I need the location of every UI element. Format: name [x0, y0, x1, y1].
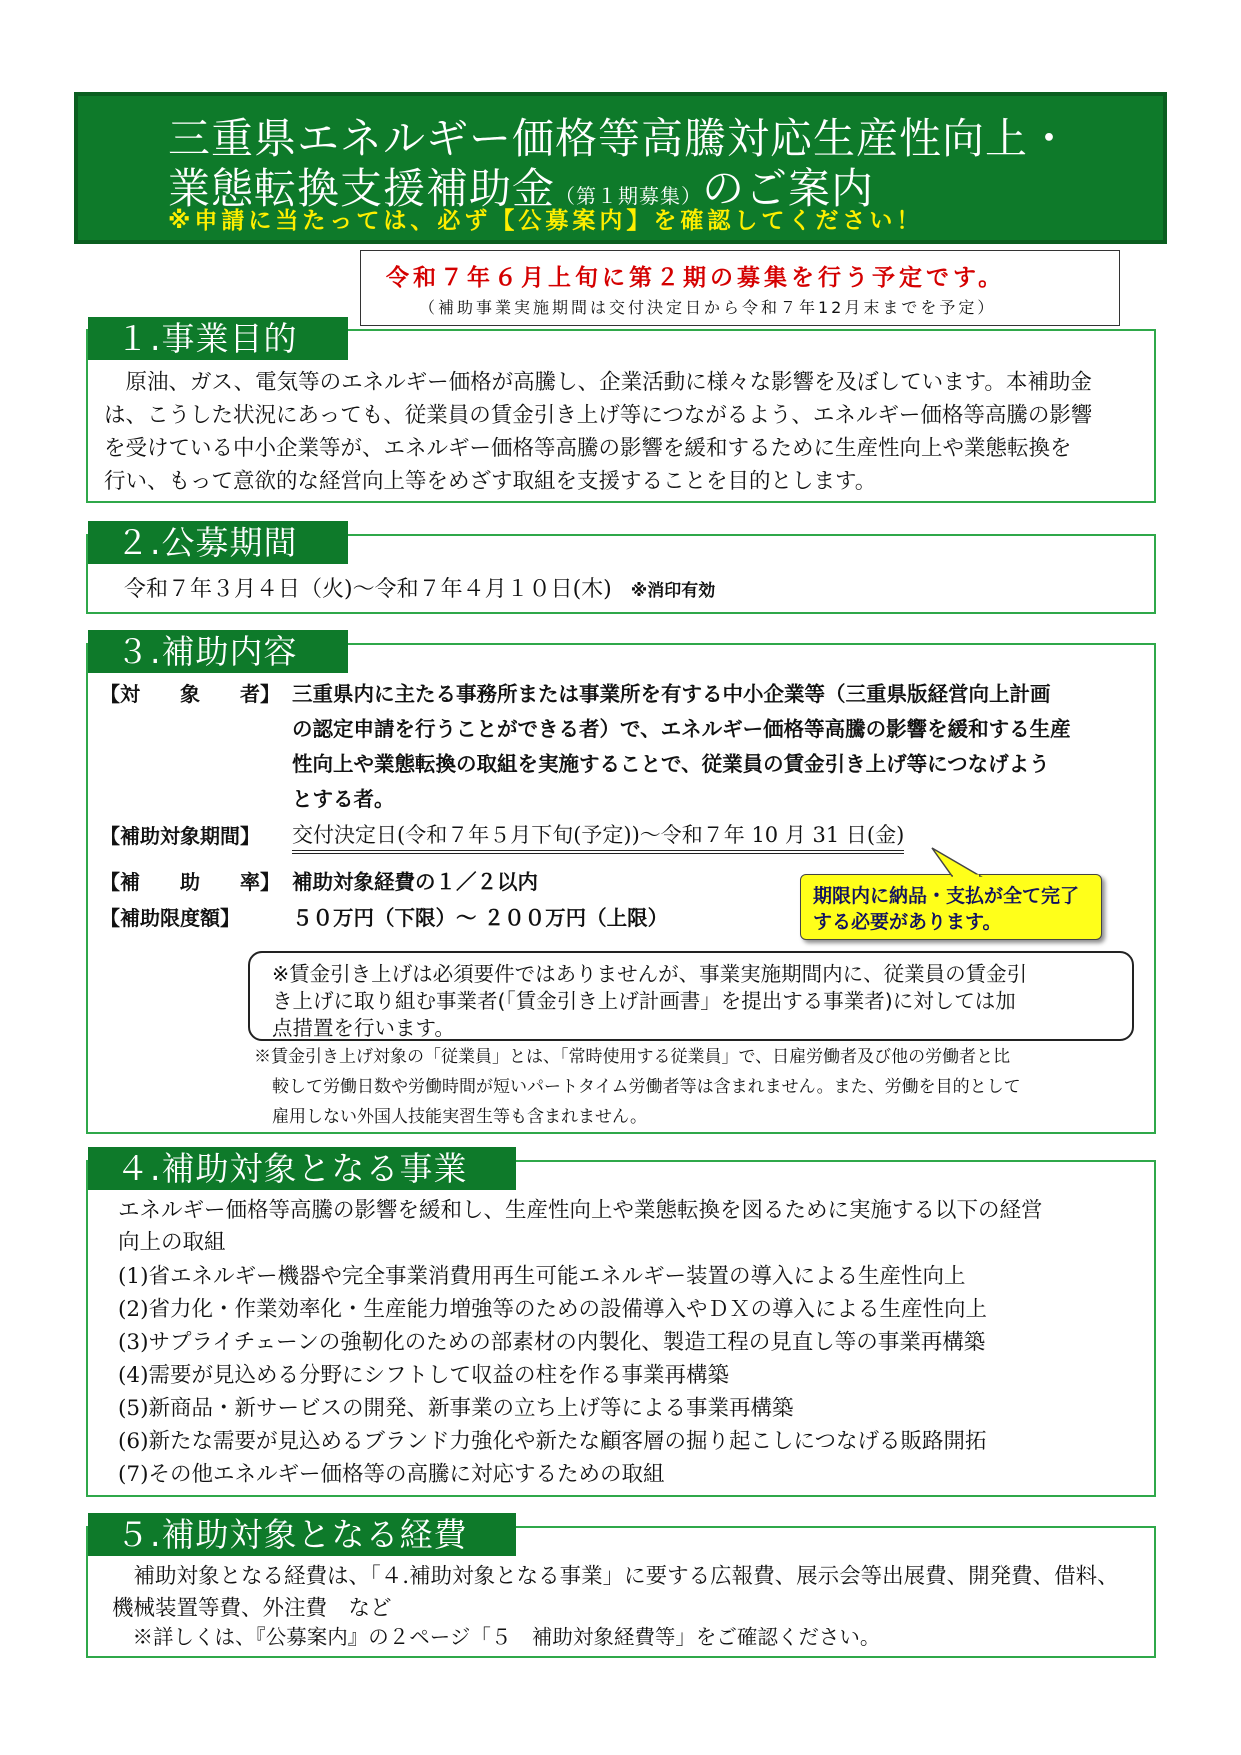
period-value: 交付決定日(令和７年５月下旬(予定))～令和７年 10 月 31 日(金): [292, 820, 904, 854]
section-3-rule: [346, 643, 1154, 645]
section-4-intro: 向上の取組: [118, 1230, 226, 1255]
business-item: (5)新商品・新サービスの開発、新事業の立ち上げ等による事業再構築: [118, 1396, 794, 1421]
header-warning: ※申請に当たっては、必ず【公募案内】を確認してください！: [168, 208, 924, 234]
wage-note-box: [248, 951, 1134, 1041]
employee-footnote: ※賃金引き上げ対象の「従業員」とは、「常時使用する従業員」で、日雇労働者及び他の労働者と比: [254, 1047, 1011, 1067]
target-line: とする者。: [292, 787, 395, 811]
section-1-line: を受けている中小企業等が、エネルギー価格等高騰の影響を緩和するために生産性向上や業態転換を: [104, 436, 1072, 461]
business-item: (1)省エネルギー機器や完全事業消費用再生可能エネルギー装置の導入による生産性向上: [118, 1264, 966, 1289]
target-line: の認定申請を行うことができる者）で、エネルギー価格等高騰の影響を緩和する生産: [292, 717, 1071, 741]
section-5-line: ※詳しくは、『公募案内』の２ページ「５ 補助対象経費等」をご確認ください。: [112, 1625, 881, 1649]
employee-footnote: 雇用しない外国人技能実習生等も含まれません。: [272, 1107, 648, 1127]
employee-footnote: 較して労働日数や労働時間が短いパートタイム労働者等は含まれません。また、労働を目的として: [272, 1077, 1021, 1097]
section-4-heading: ４.補助対象となる事業: [88, 1147, 516, 1190]
notice-line-2: （補助事業実施期間は交付決定日から令和７年12月末までを予定）: [419, 298, 997, 317]
callout-pointer: [930, 846, 990, 880]
section-1-line: 原油、ガス、電気等のエネルギー価格が高騰し、企業活動に様々な影響を及ぼしています。本補助金: [104, 370, 1092, 395]
section-4-intro: エネルギー価格等高騰の影響を緩和し、生産性向上や業態転換を図るために実施する以下の経営: [118, 1198, 1043, 1223]
section-5-line: 機械装置等費、外注費 など: [112, 1596, 392, 1621]
second-round-notice: [360, 250, 1120, 326]
wage-line: 点措置を行います。: [272, 1016, 455, 1040]
target-line: 性向上や業態転換の取組を実施することで、従業員の賃金引き上げ等につなげよう: [292, 752, 1050, 776]
title-line-1: 三重県エネルギー価格等高騰対応生産性向上・: [168, 114, 1072, 163]
business-item: (3)サプライチェーンの強靭化のための部素材の内製化、製造工程の見直し等の事業再構築: [118, 1330, 986, 1355]
business-item: (7)その他エネルギー価格等の高騰に対応するための取組: [118, 1462, 665, 1487]
callout-line: する必要があります。: [813, 911, 1002, 933]
business-item: (4)需要が見込める分野にシフトして収益の柱を作る事業再構築: [118, 1363, 729, 1388]
limit-label: 【補助限度額】: [100, 906, 240, 930]
postmark-note: ※消印有効: [630, 581, 716, 601]
section-1-heading: １.事業目的: [88, 317, 348, 360]
section-2-rule: [346, 534, 1154, 536]
limit-value: ５０万円（下限）～ ２００万円（上限）: [292, 906, 669, 930]
notice-line-1: 令和７年６月上旬に第２期の募集を行う予定です。: [386, 265, 1006, 291]
title-line-2-small: （第１期募集）: [555, 184, 703, 208]
section-3-heading: ３.補助内容: [88, 630, 348, 673]
business-item: (6)新たな需要が見込めるブランド力強化や新たな顧客層の掘り起こしにつなげる販路開拓: [118, 1429, 987, 1454]
period-label: 【補助対象期間】: [100, 824, 260, 848]
period-text: 令和７年３月４日（火)～令和７年４月１０日(木): [124, 577, 612, 602]
rate-value: 補助対象経費の１／２以内: [292, 870, 538, 894]
section-2-heading: ２.公募期間: [88, 521, 348, 564]
target-label: 【対 象 者】: [100, 682, 280, 706]
business-item: (2)省力化・作業効率化・生産能力増強等のための設備導入やＤＸの導入による生産性向上: [118, 1297, 987, 1322]
section-1-rule: [346, 329, 1154, 331]
section-1-line: は、こうした状況にあっても、従業員の賃金引き上げ等につながるよう、エネルギー価格等高騰の影響: [104, 403, 1093, 428]
deadline-callout: [800, 874, 1102, 940]
title-line-2-end: のご案内: [702, 164, 875, 213]
header-banner: [74, 92, 1167, 244]
section-5-line: 補助対象となる経費は、「４.補助対象となる事業」に要する広報費、展示会等出展費、開発費、借料、: [112, 1564, 1119, 1589]
wage-line: き上げに取り組む事業者(「賃金引き上げ計画書」を提出する事業者)に対しては加: [272, 989, 1016, 1013]
section-5-rule: [514, 1526, 1154, 1528]
rate-label: 【補 助 率】: [100, 870, 280, 894]
title-line-2-main: 業態転換支援補助金: [168, 164, 556, 213]
callout-line: 期限内に納品・支払が全て完了: [813, 885, 1080, 907]
wage-line: ※賃金引き上げは必須要件ではありませんが、事業実施期間内に、従業員の賃金引: [272, 962, 1028, 986]
section-1-line: 行い、もって意欲的な経営向上等をめざす取組を支援することを目的とします。: [104, 469, 877, 494]
application-period: [124, 574, 715, 607]
section-5-heading: ５.補助対象となる経費: [88, 1513, 516, 1556]
target-line: 三重県内に主たる事務所または事業所を有する中小企業等（三重県版経営向上計画: [292, 682, 1051, 706]
section-4-rule: [514, 1160, 1154, 1162]
